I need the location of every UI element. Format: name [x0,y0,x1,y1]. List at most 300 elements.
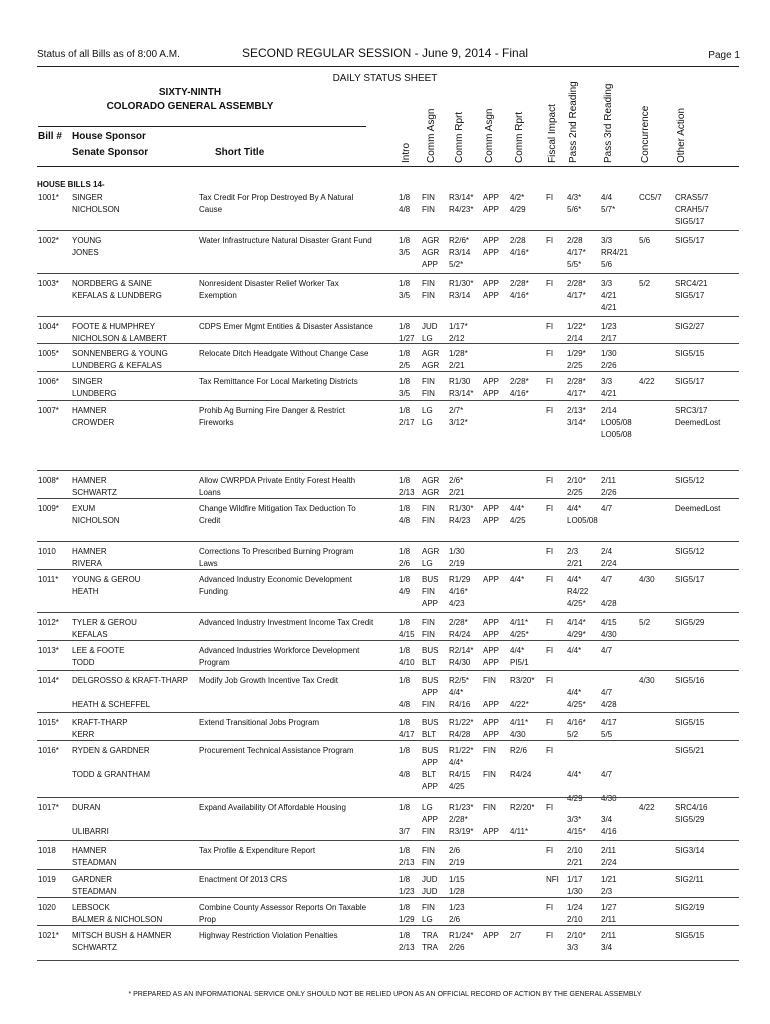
other-action: SIG2/11 [675,875,704,884]
sponsors: HAMNER [72,476,107,485]
pass-2nd-reading: 4/4* [567,504,582,513]
pass-2nd-reading: 4/25* [567,700,586,709]
pass-2nd-reading: 2/10 [567,846,583,855]
pass-2nd-reading: 1/22* [567,322,586,331]
pass-3rd-reading: 4/7 [601,646,613,655]
committee-assigned-2: APP [483,205,500,214]
intro-date: 4/17 [399,730,415,739]
other-action: SIG5/17 [675,217,705,226]
other-action: DeemedLost [675,418,721,427]
committee-assigned: FIN [422,618,435,627]
bill-number: 1002* [38,236,59,245]
sponsors: DELGROSSO & KRAFT-THARP [72,676,189,685]
sponsors: NICHOLSON & LAMBERT [72,334,167,343]
committee-report-2: PI5/1 [510,658,529,667]
other-action: SIG5/17 [675,575,705,584]
committee-report-2: 4/16* [510,389,529,398]
intro-date: 1/8 [399,504,411,513]
other-action: SIG5/17 [675,291,705,300]
short-title: Tax Remittance For Local Marketing Districts [199,377,358,386]
pass-2nd-reading: 5/6* [567,205,582,214]
short-title: Exemption [199,291,237,300]
intro-date: 1/8 [399,377,411,386]
intro-date: 4/15 [399,630,415,639]
committee-report: 4/16* [449,587,468,596]
committee-assigned-2: APP [483,658,500,667]
row-divider [37,470,739,471]
pass-2nd-reading: 4/4* [567,646,582,655]
committee-assigned-2: APP [483,730,500,739]
committee-report: 3/12* [449,418,468,427]
pass-3rd-reading: 3/3 [601,377,613,386]
committee-report: R3/19* [449,827,474,836]
pass-2nd-reading: R4/22 [567,587,589,596]
committee-report: R2/5* [449,676,470,685]
intro-date: 1/27 [399,334,415,343]
fiscal-impact: FI [546,279,554,288]
committee-report-2: 4/2* [510,193,525,202]
pass-3rd-reading: 2/14 [601,406,617,415]
committee-assigned-2: FIN [483,746,496,755]
concurrence: CC5/7 [639,193,662,202]
sponsors: YOUNG [72,236,102,245]
committee-assigned: APP [422,758,439,767]
committee-assigned: JUD [422,887,438,896]
sponsors: NICHOLSON [72,516,120,525]
concurrence: 5/6 [639,236,651,245]
session-title: SECOND REGULAR SESSION - June 9, 2014 - Final [241,46,529,60]
committee-report: R1/30* [449,279,474,288]
other-action: SIG2/19 [675,903,705,912]
pass-2nd-reading: 4/4* [567,688,582,697]
pass-3rd-reading: 2/3 [601,887,613,896]
pass-3rd-reading: 2/11 [601,476,616,485]
bill-number: 1015* [38,718,59,727]
pass-2nd-reading: 4/17* [567,248,586,257]
bill-number: 1019 [38,875,56,884]
assembly-name: COLORADO GENERAL ASSEMBLY [106,101,274,112]
row-divider [37,740,739,741]
intro-date: 2/6 [399,559,411,568]
fiscal-impact: FI [546,236,554,245]
committee-assigned: LG [422,406,433,415]
intro-date: 1/23 [399,887,415,896]
committee-assigned-2: APP [483,827,500,836]
committee-assigned-2: APP [483,931,500,940]
pass-2nd-reading: 2/28* [567,377,586,386]
committee-assigned-2: APP [483,618,500,627]
committee-report: R1/23* [449,803,474,812]
intro-date: 1/8 [399,803,411,812]
committee-assigned-2: APP [483,193,500,202]
pass-2nd-reading: 4/4* [567,575,582,584]
committee-report: 4/4* [449,688,464,697]
pass-3rd-reading: 4/7 [601,688,613,697]
committee-report: R4/30 [449,658,471,667]
committee-report: 2/28* [449,815,468,824]
page-number: Page 1 [708,50,740,61]
sponsors: GARDNER [72,875,113,884]
sponsors: TODD [72,658,95,667]
sponsors: TODD & GRANTHAM [72,770,151,779]
pass-3rd-reading: 4/7 [601,770,613,779]
sponsors: LUNDBERG [72,389,117,398]
short-title: Prop [199,915,216,924]
committee-assigned: BUS [422,575,439,584]
committee-assigned-2: APP [483,377,500,386]
committee-assigned-2: APP [483,279,500,288]
committee-report: R4/24 [449,630,471,639]
committee-report: 2/6* [449,476,464,485]
pass-2nd-reading: 2/10* [567,476,586,485]
house-sponsor-header: House Sponsor [72,131,146,142]
sponsors: MITSCH BUSH & HAMNER [72,931,172,940]
committee-assigned: BUS [422,718,439,727]
other-action: SIG5/16 [675,676,705,685]
concurrence: 5/2 [639,618,651,627]
intro-date: 4/10 [399,658,415,667]
intro-date: 1/8 [399,322,411,331]
sponsors: DURAN [72,803,101,812]
committee-report-2: 4/30 [510,730,526,739]
committee-assigned: LG [422,559,433,568]
fiscal-impact: FI [546,903,554,912]
committee-assigned: AGR [422,476,440,485]
row-divider [37,230,739,231]
pass-2nd-reading: 4/25* [567,599,586,608]
short-title: Fireworks [199,418,234,427]
other-action: SIG2/27 [675,322,705,331]
committee-assigned: BUS [422,746,439,755]
other-action: SIG5/12 [675,547,705,556]
pass-3rd-reading: 3/3 [601,279,613,288]
sponsors: SCHWARTZ [72,943,117,952]
intro-date: 1/29 [399,915,415,924]
pass-2nd-reading: 3/3 [567,943,579,952]
committee-report: 1/28* [449,349,468,358]
pass-3rd-reading: 5/5 [601,730,613,739]
column-header-comm-asgn: Comm Asgn [484,108,495,163]
sponsors: SONNENBERG & YOUNG [72,349,168,358]
committee-report-2: 2/28* [510,377,529,386]
fiscal-impact: FI [546,846,554,855]
row-divider [37,640,739,641]
committee-report: R4/15 [449,770,471,779]
intro-date: 1/8 [399,476,411,485]
committee-report: R2/14* [449,646,474,655]
short-title: Expand Availability Of Affordable Housing [199,803,346,812]
pass-2nd-reading: 4/15* [567,827,586,836]
bill-number: 1011* [38,575,59,584]
committee-assigned: BLT [422,658,437,667]
committee-report: R3/14 [449,291,471,300]
sponsors: HAMNER [72,406,107,415]
pass-3rd-reading: 2/17 [601,334,617,343]
short-title: Prohib Ag Burning Fire Danger & Restrict [199,406,345,415]
committee-assigned-2: APP [483,700,500,709]
committee-assigned: LG [422,418,433,427]
sponsors: KRAFT-THARP [72,718,128,727]
pass-3rd-reading: 2/11 [601,846,616,855]
sponsors: SINGER [72,377,103,386]
committee-report-2: 2/28 [510,236,526,245]
intro-date: 3/5 [399,248,411,257]
sponsors: STEADMAN [72,887,117,896]
committee-report: R3/14 [449,248,471,257]
pass-3rd-reading: 4/30 [601,794,617,803]
intro-date: 1/8 [399,406,411,415]
pass-3rd-reading: 4/17 [601,718,617,727]
pass-2nd-reading: 2/21 [567,858,583,867]
pass-2nd-reading: 4/4* [567,770,582,779]
sponsors: RYDEN & GARDNER [72,746,150,755]
sponsors: EXUM [72,504,96,513]
pass-3rd-reading: 2/4 [601,547,613,556]
other-action: DeemedLost [675,504,721,513]
pass-3rd-reading: 4/21 [601,389,617,398]
intro-date: 1/8 [399,718,411,727]
bill-number: 1009* [38,504,59,513]
committee-report: R1/24* [449,931,474,940]
committee-assigned: AGR [422,361,440,370]
short-title: Highway Restriction Violation Penalties [199,931,338,940]
other-action: CRAS5/7 [675,193,709,202]
intro-date: 1/8 [399,903,411,912]
committee-assigned: FIN [422,630,435,639]
sponsors: CROWDER [72,418,115,427]
bill-number: 1020 [38,903,56,912]
pass-2nd-reading: 1/24 [567,903,583,912]
committee-assigned: AGR [422,248,440,257]
intro-date: 2/13 [399,488,415,497]
pass-3rd-reading: LO05/08 [601,418,632,427]
bill-number: 1012* [38,618,59,627]
intro-date: 4/8 [399,516,411,525]
sponsors: TYLER & GEROU [72,618,137,627]
committee-assigned: FIN [422,858,435,867]
committee-report-2: 4/4* [510,646,525,655]
row-divider [37,712,739,713]
sponsors: ULIBARRI [72,827,109,836]
committee-report: 2/19 [449,858,465,867]
sponsors: KERR [72,730,95,739]
committee-report: R1/29 [449,575,471,584]
fiscal-impact: FI [546,931,554,940]
committee-report: 2/6 [449,846,461,855]
sponsors: RIVERA [72,559,102,568]
pass-2nd-reading: 4/29 [567,794,583,803]
concurrence: 4/22 [639,377,655,386]
committee-assigned-2: APP [483,248,500,257]
committee-assigned-2: APP [483,389,500,398]
bill-number: 1016* [38,746,59,755]
fiscal-impact: FI [546,575,554,584]
fiscal-impact: FI [546,618,554,627]
intro-date: 1/8 [399,875,411,884]
committee-assigned: BLT [422,730,437,739]
short-title: Advanced Industry Economic Development [199,575,352,584]
committee-assigned: FIN [422,504,435,513]
committee-report: 2/21 [449,488,465,497]
row-divider [37,273,739,274]
committee-assigned: FIN [422,279,435,288]
committee-assigned: AGR [422,547,440,556]
committee-report: R2/6* [449,236,470,245]
other-action: SIG5/29 [675,618,705,627]
committee-report-2: 4/16* [510,291,529,300]
pass-2nd-reading: 3/3* [567,815,582,824]
committee-report: R4/28 [449,730,471,739]
intro-date: 1/8 [399,931,411,940]
short-title: Loans [199,488,221,497]
committee-assigned-2: APP [483,646,500,655]
committee-report-2: 4/29 [510,205,526,214]
pass-3rd-reading: 4/15 [601,618,617,627]
sponsors: LEBSOCK [72,903,110,912]
committee-assigned: FIN [422,700,435,709]
pass-3rd-reading: 4/21 [601,291,617,300]
pass-3rd-reading: 2/11 [601,915,616,924]
concurrence: 4/30 [639,575,655,584]
fiscal-impact: FI [546,349,554,358]
committee-report-2: R2/6 [510,746,527,755]
committee-assigned: APP [422,260,439,269]
committee-report: R3/14* [449,389,474,398]
short-title: Corrections To Prescribed Burning Program [199,547,354,556]
pass-3rd-reading: 5/7* [601,205,616,214]
committee-report-2: 4/22* [510,700,529,709]
pass-2nd-reading: 2/10 [567,915,583,924]
row-divider [37,797,739,798]
sponsors: KEFALAS [72,630,108,639]
bill-number: 1007* [38,406,59,415]
pass-3rd-reading: 4/7 [601,504,613,513]
committee-assigned: APP [422,782,439,791]
pass-2nd-reading: 1/17 [567,875,583,884]
committee-assigned-2: APP [483,516,500,525]
bill-number: 1005* [38,349,59,358]
fiscal-impact: FI [546,322,554,331]
other-action: SRC4/21 [675,279,708,288]
committee-assigned-2: FIN [483,676,496,685]
daily-status-sheet-title: DAILY STATUS SHEET [332,73,438,84]
pass-3rd-reading: 2/26 [601,488,617,497]
column-header-rule [37,166,739,167]
row-divider [37,670,739,671]
pass-3rd-reading: 3/3 [601,236,613,245]
committee-report-2: R4/24 [510,770,532,779]
row-divider [37,569,739,570]
intro-date: 1/8 [399,236,411,245]
sponsors: HEATH & SCHEFFEL [72,700,151,709]
sponsors: NICHOLSON [72,205,120,214]
concurrence: 4/30 [639,676,655,685]
row-divider [37,371,739,372]
intro-date: 2/13 [399,858,415,867]
other-action: SRC4/16 [675,803,708,812]
column-header-pass-2nd-reading: Pass 2nd Reading [568,81,579,163]
committee-assigned: BLT [422,770,437,779]
committee-assigned-2: APP [483,504,500,513]
row-divider [37,343,739,344]
pass-3rd-reading: 2/24 [601,858,617,867]
intro-date: 2/13 [399,943,415,952]
header-rule [37,66,739,67]
pass-3rd-reading: 1/23 [601,322,617,331]
pass-3rd-reading: LO05/08 [601,430,632,439]
short-title: Cause [199,205,223,214]
committee-report: R4/23 [449,516,471,525]
bill-number: 1018 [38,846,56,855]
committee-assigned: FIN [422,193,435,202]
short-title: Credit [199,516,221,525]
pass-3rd-reading: 4/4 [601,193,613,202]
fiscal-impact: FI [546,377,554,386]
pass-3rd-reading: 2/26 [601,361,617,370]
committee-assigned: LG [422,915,433,924]
committee-report-2: 2/28* [510,279,529,288]
intro-date: 2/17 [399,418,415,427]
short-title: Tax Profile & Expenditure Report [199,846,316,855]
bill-number: 1014* [38,676,59,685]
pass-3rd-reading: 3/4 [601,943,613,952]
fiscal-impact: FI [546,803,554,812]
committee-report: 2/12 [449,334,465,343]
committee-report: R1/30 [449,377,471,386]
committee-assigned: JUD [422,322,438,331]
intro-date: 1/8 [399,846,411,855]
short-title: Modify Job Growth Incentive Tax Credit [199,676,339,685]
bill-number: 1003* [38,279,59,288]
row-divider [37,316,739,317]
committee-assigned-2: FIN [483,803,496,812]
bill-number: 1010 [38,547,56,556]
committee-report: 4/25 [449,782,465,791]
intro-date: 1/8 [399,575,411,584]
other-action: SIG5/17 [675,236,705,245]
sponsors: HEATH [72,587,99,596]
committee-assigned: FIN [422,205,435,214]
short-title: Relocate Ditch Headgate Without Change Case [199,349,369,358]
committee-report: R4/23* [449,205,474,214]
bill-number: 1021* [38,931,59,940]
short-title: Advanced Industry Investment Income Tax Credit [199,618,374,627]
pass-2nd-reading: 1/29* [567,349,586,358]
committee-assigned-2: FIN [483,770,496,779]
committee-report: 5/2* [449,260,464,269]
pass-2nd-reading: 4/14* [567,618,586,627]
pass-2nd-reading: 2/28 [567,236,583,245]
committee-report: R1/30* [449,504,474,513]
committee-report: R1/22* [449,718,474,727]
pass-3rd-reading: 4/16 [601,827,617,836]
intro-date: 1/8 [399,349,411,358]
committee-report: 4/4* [449,758,464,767]
committee-report: 2/21 [449,361,465,370]
status-as-of: Status of all Bills as of 8:00 A.M. [37,49,180,60]
sponsors: NORDBERG & SAINE [72,279,153,288]
pass-3rd-reading: 1/21 [601,875,617,884]
intro-date: 3/5 [399,389,411,398]
committee-assigned: FIN [422,827,435,836]
committee-assigned: FIN [422,903,435,912]
committee-assigned: APP [422,688,439,697]
sponsors: JONES [72,248,99,257]
column-header-comm-asgn: Comm Asgn [426,108,437,163]
short-title-header: Short Title [215,147,265,158]
committee-assigned-2: APP [483,291,500,300]
sponsors: SINGER [72,193,103,202]
